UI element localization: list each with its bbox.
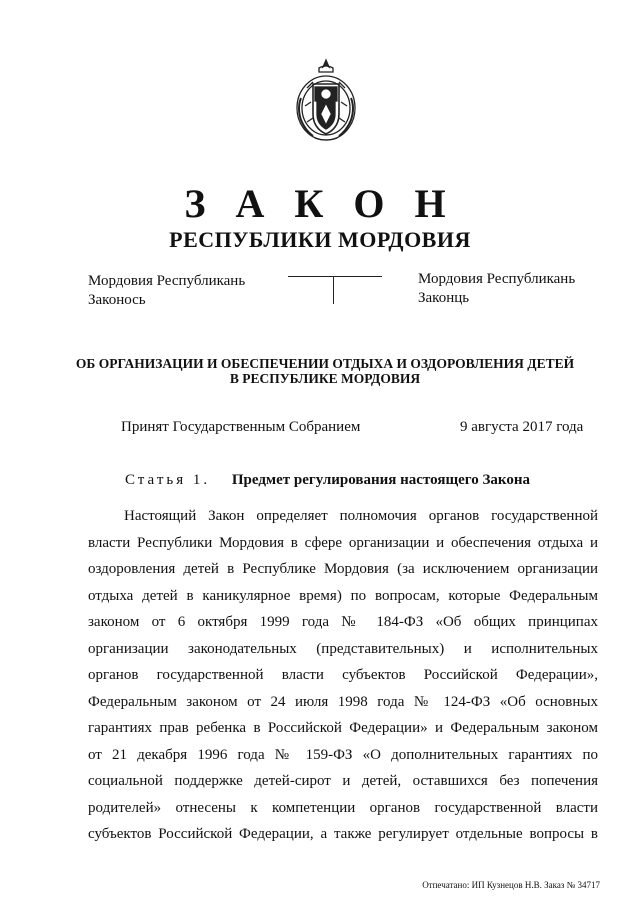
article-number: Статья 1. (125, 472, 211, 488)
document-title: З А К О Н (184, 181, 456, 226)
body-line: организации законодательных (представительных) и исполнительных (88, 640, 598, 657)
body-line: родителей» отнесены к компетенции органов государственной власти (88, 799, 598, 816)
law-title-line-2: В РЕСПУБЛИКЕ МОРДОВИЯ (229, 371, 421, 386)
moksha-title-line-1: Мордовия Республикань (88, 273, 246, 289)
article-title: Предмет регулирования настоящего Закона (231, 472, 530, 488)
body-line: Федеральным законом от 24 июля 1998 года № 124-ФЗ «Об основных (88, 693, 598, 710)
body-line: органов государственной власти субъектов Российской Федерации», (88, 667, 598, 683)
document-subtitle: РЕСПУБЛИКИ МОРДОВИЯ (169, 227, 471, 252)
adopted-date: 9 августа 2017 года (460, 419, 584, 435)
print-footer: Отпечатано: ИП Кузнецов Н.В. Заказ № 34717 (422, 880, 600, 890)
center-divider-horizontal (288, 276, 382, 277)
body-line: отдыха детей в каникулярное время) по вопросам, которые Федеральным (88, 587, 598, 604)
body-line: от 21 декабря 1996 года № 159-ФЗ «О дополнительных гарантиях по (88, 746, 598, 763)
body-line: социальной поддержке детей-сирот и детей, оставшихся без попечения (88, 773, 598, 789)
body-line: Настоящий Закон определяет полномочия органов государственной (124, 508, 598, 524)
adopted-by: Принят Государственным Собранием (121, 419, 361, 435)
article-heading (125, 471, 530, 490)
moksha-title-line-2: Законось (88, 292, 146, 308)
body-line: власти Республики Мордовия в сфере организации и обеспечения отдыха и (88, 534, 598, 551)
erzya-title-line-2: Законць (418, 290, 470, 306)
article-body (88, 503, 598, 848)
law-title (60, 356, 590, 386)
body-line: законом от 6 октября 1999 года № 184-ФЗ «Об общих принципах (88, 614, 598, 630)
body-line: гарантиях прав ребенка в Российской Федерации» и Федеральным законом (88, 720, 598, 736)
coat-of-arms-icon (293, 58, 359, 144)
erzya-title-line-1: Мордовия Республикань (418, 271, 576, 287)
moksha-title-block (88, 272, 288, 310)
center-divider-vertical (333, 276, 334, 304)
body-line: субъектов Российской Федерации, а также регулирует отдельные вопросы в (88, 826, 598, 842)
body-line: оздоровления детей в Республике Мордовия (за исключением организации (88, 561, 598, 577)
erzya-title-block (418, 270, 618, 308)
law-title-line-1: ОБ ОРГАНИЗАЦИИ И ОБЕСПЕЧЕНИИ ОТДЫХА И ОЗДОРОВЛЕНИЯ ДЕТЕЙ (75, 356, 575, 371)
